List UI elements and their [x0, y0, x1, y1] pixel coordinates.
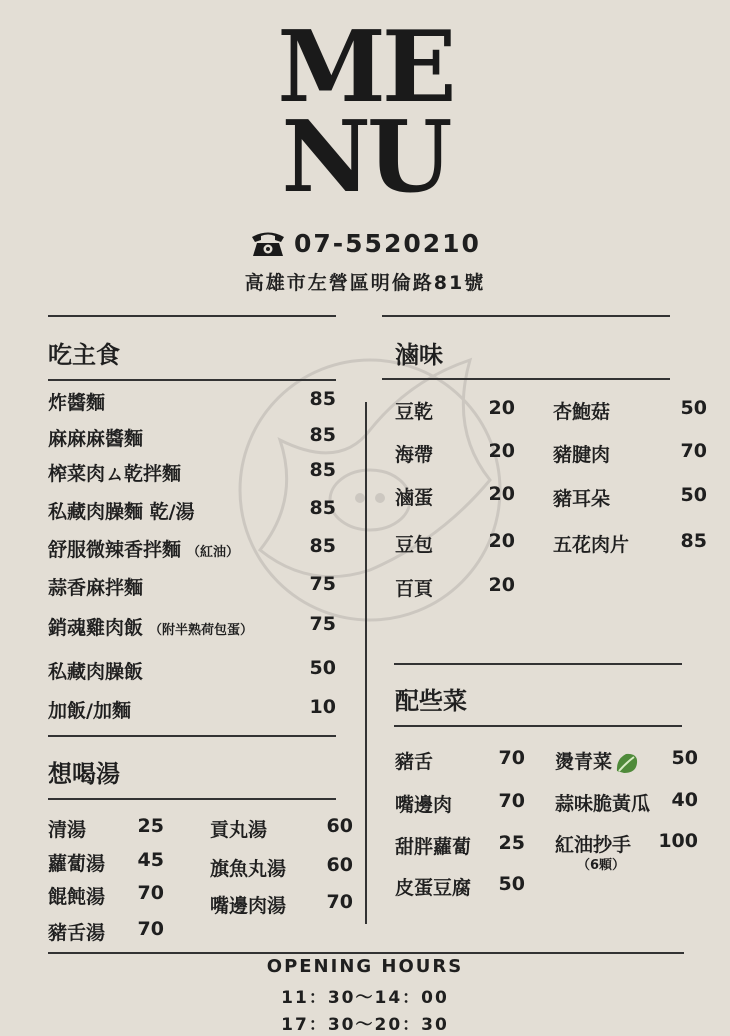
menu-item-price: 85 — [309, 388, 336, 410]
menu-item-name: 蒜香麻拌麵 — [48, 577, 144, 599]
divider — [48, 315, 336, 317]
menu-item — [210, 815, 267, 842]
menu-item — [48, 657, 143, 684]
menu-item-price: 25 — [137, 815, 164, 837]
menu-item-name: 清湯 — [48, 819, 87, 841]
menu-item-price: 25 — [498, 832, 525, 854]
menu-item-price: 70 — [137, 918, 164, 940]
menu-item — [555, 789, 650, 816]
menu-item-price: 100 — [658, 830, 698, 852]
menu-item-price: 20 — [488, 397, 515, 419]
divider — [48, 798, 336, 800]
menu-item — [48, 882, 105, 909]
menu-item-name: 貢丸湯 — [210, 819, 268, 841]
menu-item-price: 40 — [671, 789, 698, 811]
menu-item-price: 70 — [498, 790, 525, 812]
section-title-sides: 配些菜 — [395, 687, 467, 715]
menu-item-name: 滷蛋 — [395, 487, 434, 509]
menu-item — [48, 497, 195, 524]
menu-item-price: 75 — [309, 613, 336, 635]
menu-item-price: 85 — [309, 459, 336, 481]
menu-item-price: 60 — [326, 815, 353, 837]
menu-item-note: （紅油） — [187, 545, 240, 560]
menu-item — [553, 440, 610, 467]
menu-item-price: 70 — [137, 882, 164, 904]
menu-item-name: 旗魚丸湯 — [210, 858, 287, 880]
phone-number[interactable]: 07-5520210 — [294, 228, 481, 258]
menu-item-price: 20 — [488, 574, 515, 596]
menu-item — [553, 484, 610, 511]
menu-item-name: 燙青菜 — [555, 751, 613, 773]
divider — [382, 315, 670, 317]
menu-item — [395, 747, 433, 774]
section-title-soups: 想喝湯 — [48, 760, 120, 788]
menu-item-price: 75 — [309, 573, 336, 595]
divider — [382, 378, 670, 380]
menu-item — [48, 459, 181, 486]
menu-item — [48, 815, 86, 842]
address: 高雄市左營區明倫路81號 — [244, 272, 486, 294]
menu-item-note: （附半熟荷包蛋） — [149, 623, 254, 638]
menu-item-name: 私藏肉臊麵 乾/湯 — [48, 501, 195, 523]
menu-item — [395, 397, 433, 424]
menu-item-name: 百頁 — [395, 578, 434, 600]
menu-item — [48, 613, 253, 640]
menu-item-name: 杏鮑菇 — [553, 401, 611, 423]
menu-item — [48, 388, 105, 415]
divider — [48, 379, 336, 381]
menu-item-price: 70 — [680, 440, 707, 462]
menu-item — [48, 849, 105, 876]
menu-item-price: 20 — [488, 530, 515, 552]
menu-item-name: 紅油抄手 — [555, 834, 632, 856]
menu-item — [553, 397, 610, 424]
menu-item-price: 50 — [680, 397, 707, 419]
menu-item-price: 50 — [671, 747, 698, 769]
menu-item-price: 50 — [680, 484, 707, 506]
menu-item — [48, 573, 143, 600]
menu-item-name: 舒服微辣香拌麵 — [48, 539, 182, 561]
menu-item-price: 10 — [309, 696, 336, 718]
menu-item — [395, 873, 471, 900]
menu-item-price: 50 — [498, 873, 525, 895]
menu-item-price: 85 — [680, 530, 707, 552]
divider — [394, 725, 682, 727]
menu-item — [48, 696, 131, 723]
menu-item-price: 85 — [309, 424, 336, 446]
menu-item-name: 炸醬麵 — [48, 392, 106, 414]
menu-item-name: 豬耳朵 — [553, 488, 611, 510]
menu-item — [48, 918, 105, 945]
phone-row — [250, 228, 481, 258]
telephone-icon — [250, 228, 286, 258]
menu-item-name: 私藏肉臊飯 — [48, 661, 144, 683]
menu-item-name: 嘴邊肉 — [395, 794, 453, 816]
divider — [48, 735, 336, 737]
opening-hours-line2: 17：30～20：30 — [281, 1015, 449, 1035]
menu-item-name: 嘴邊肉湯 — [210, 895, 287, 917]
menu-item-name: 麻麻麻醬麵 — [48, 428, 144, 450]
menu-item-price: 50 — [309, 657, 336, 679]
menu-item — [48, 424, 143, 451]
menu-item-name: 五花肉片 — [553, 534, 630, 556]
column-divider — [365, 402, 367, 924]
menu-item-name: 銷魂雞肉飯 — [48, 617, 144, 639]
menu-item-price: 20 — [488, 483, 515, 505]
menu-item-name: 蒜味脆黃瓜 — [555, 793, 651, 815]
section-title-braised: 滷味 — [395, 341, 443, 369]
menu-item-price: 70 — [326, 891, 353, 913]
menu-title-line1: ME — [277, 10, 453, 125]
menu-item — [395, 440, 433, 467]
menu-item — [555, 747, 640, 775]
menu-item-price: 85 — [309, 535, 336, 557]
menu-item-name: 豆包 — [395, 534, 434, 556]
menu-item-name: 榨菜肉ㄙ乾拌麵 — [48, 463, 182, 485]
menu-item-name: 豆乾 — [395, 401, 434, 423]
opening-hours-line1: 11：30～14：00 — [281, 988, 449, 1008]
divider — [394, 663, 682, 665]
menu-item-name: 加飯/加麵 — [48, 700, 131, 722]
menu-title-line2: NU — [281, 100, 449, 215]
menu-item-name: 海帶 — [395, 444, 434, 466]
menu-item-price: 85 — [309, 497, 336, 519]
menu-item-price: 70 — [498, 747, 525, 769]
menu-item — [395, 790, 452, 817]
footer-divider — [48, 952, 684, 954]
menu-item-name: 皮蛋豆腐 — [395, 877, 472, 899]
menu-item — [210, 854, 286, 881]
menu-item-name: 甜胖蘿蔔 — [395, 836, 472, 858]
menu-item-price: 20 — [488, 440, 515, 462]
menu-item-name: 蘿蔔湯 — [48, 853, 106, 875]
menu-item-name: 豬舌 — [395, 751, 434, 773]
menu-item — [555, 830, 631, 857]
menu-item-name: 豬腱肉 — [553, 444, 611, 466]
menu-item — [48, 535, 239, 562]
menu-item — [395, 832, 471, 859]
menu-item — [553, 530, 629, 557]
menu-item — [210, 891, 286, 918]
menu-item-price: 45 — [137, 849, 164, 871]
menu-item-sub: （6顆） — [577, 858, 626, 873]
opening-hours-title: OPENING HOURS — [266, 956, 464, 977]
lettuce-icon — [614, 751, 640, 775]
menu-item-name: 餛飩湯 — [48, 886, 106, 908]
menu-item-price: 60 — [326, 854, 353, 876]
section-title-staples: 吃主食 — [48, 341, 120, 369]
menu-item-name: 豬舌湯 — [48, 922, 106, 944]
menu-item — [395, 530, 433, 557]
menu-item — [395, 483, 433, 510]
menu-item — [395, 574, 433, 601]
